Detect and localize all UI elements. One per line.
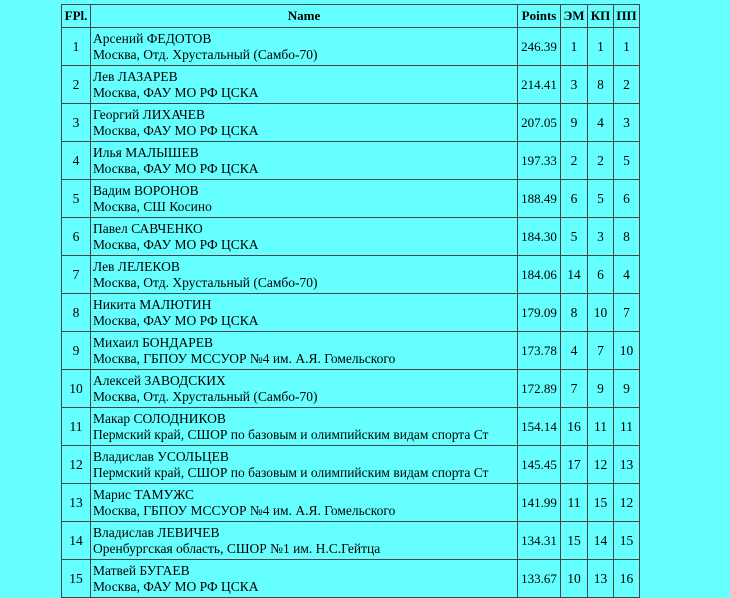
points-cell: 184.30: [518, 218, 561, 256]
skater-name: Павел САВЧЕНКО: [93, 220, 203, 236]
points-cell: 184.06: [518, 256, 561, 294]
place-cell: 9: [62, 332, 91, 370]
header-em: ЭМ: [561, 5, 588, 28]
place-cell: 5: [62, 180, 91, 218]
skater-name: Никита МАЛЮТИН: [93, 296, 212, 312]
kp-cell: 7: [588, 332, 614, 370]
table-row: [62, 446, 640, 484]
skater-cell: [91, 66, 518, 104]
skater-name: Марис ТАМУЖС: [93, 486, 194, 502]
points-cell: 134.31: [518, 522, 561, 560]
place-cell: 2: [62, 66, 91, 104]
em-cell: 1: [561, 28, 588, 66]
skater-cell: [91, 104, 518, 142]
pp-cell: 11: [614, 408, 640, 446]
pp-cell: 5: [614, 142, 640, 180]
points-cell: 141.99: [518, 484, 561, 522]
table-row: [62, 142, 640, 180]
em-cell: 15: [561, 522, 588, 560]
pp-cell: 3: [614, 104, 640, 142]
table-row: [62, 28, 640, 66]
header-name: Name: [91, 5, 518, 28]
skater-club: Москва, ФАУ МО РФ ЦСКА: [93, 312, 259, 328]
points-cell: 154.14: [518, 408, 561, 446]
em-cell: 5: [561, 218, 588, 256]
place-cell: 3: [62, 104, 91, 142]
table-row: [62, 294, 640, 332]
kp-cell: 5: [588, 180, 614, 218]
skater-cell: [91, 256, 518, 294]
skater-cell: [91, 446, 518, 484]
points-cell: 145.45: [518, 446, 561, 484]
skater-club: Москва, ФАУ МО РФ ЦСКА: [93, 160, 259, 176]
header-row: [62, 5, 640, 28]
points-cell: 214.41: [518, 66, 561, 104]
skater-name: Владислав ЛЕВИЧЕВ: [93, 524, 220, 540]
place-cell: 14: [62, 522, 91, 560]
em-cell: 7: [561, 370, 588, 408]
header-pp: ПП: [614, 5, 640, 28]
table-row: [62, 370, 640, 408]
skater-cell: [91, 28, 518, 66]
points-cell: 172.89: [518, 370, 561, 408]
pp-cell: 9: [614, 370, 640, 408]
skater-name: Илья МАЛЫШЕВ: [93, 144, 199, 160]
skater-name: Владислав УСОЛЬЦЕВ: [93, 448, 229, 464]
kp-cell: 6: [588, 256, 614, 294]
kp-cell: 1: [588, 28, 614, 66]
kp-cell: 13: [588, 560, 614, 598]
place-cell: 10: [62, 370, 91, 408]
em-cell: 4: [561, 332, 588, 370]
skater-name: Макар СОЛОДНИКОВ: [93, 410, 226, 426]
skater-cell: [91, 294, 518, 332]
place-cell: 6: [62, 218, 91, 256]
place-cell: 1: [62, 28, 91, 66]
em-cell: 6: [561, 180, 588, 218]
pp-cell: 1: [614, 28, 640, 66]
em-cell: 3: [561, 66, 588, 104]
skater-club: Москва, Отд. Хрустальный (Самбо-70): [93, 46, 318, 62]
table-row: [62, 484, 640, 522]
em-cell: 14: [561, 256, 588, 294]
pp-cell: 15: [614, 522, 640, 560]
skater-club: Москва, ФАУ МО РФ ЦСКА: [93, 236, 259, 252]
skater-club: Москва, ФАУ МО РФ ЦСКА: [93, 578, 259, 594]
pp-cell: 2: [614, 66, 640, 104]
pp-cell: 10: [614, 332, 640, 370]
table-row: [62, 180, 640, 218]
skater-name: Михаил БОНДАРЕВ: [93, 334, 214, 350]
em-cell: 2: [561, 142, 588, 180]
points-cell: 207.05: [518, 104, 561, 142]
kp-cell: 14: [588, 522, 614, 560]
em-cell: 10: [561, 560, 588, 598]
pp-cell: 8: [614, 218, 640, 256]
kp-cell: 3: [588, 218, 614, 256]
skater-club: Москва, Отд. Хрустальный (Самбо-70): [93, 274, 318, 290]
em-cell: 8: [561, 294, 588, 332]
skater-club: Москва, ФАУ МО РФ ЦСКА: [93, 84, 259, 100]
pp-cell: 4: [614, 256, 640, 294]
points-cell: 188.49: [518, 180, 561, 218]
place-cell: 15: [62, 560, 91, 598]
skater-club: Пермский край, СШОР по базовым и олимпийским видам спорта Ст: [93, 426, 489, 442]
skater-cell: [91, 522, 518, 560]
skater-name: Арсений ФЕДОТОВ: [93, 30, 212, 46]
kp-cell: 9: [588, 370, 614, 408]
skater-club: Москва, СШ Косино: [93, 198, 212, 214]
table-row: [62, 332, 640, 370]
place-cell: 11: [62, 408, 91, 446]
place-cell: 4: [62, 142, 91, 180]
kp-cell: 4: [588, 104, 614, 142]
points-cell: 173.78: [518, 332, 561, 370]
em-cell: 9: [561, 104, 588, 142]
skater-cell: [91, 484, 518, 522]
skater-club: Москва, ГБПОУ МССУОР №4 им. А.Я. Гомельского: [93, 502, 396, 518]
table-row: [62, 408, 640, 446]
table-row: [62, 560, 640, 598]
skater-name: Георгий ЛИХАЧЕВ: [93, 106, 206, 122]
em-cell: 17: [561, 446, 588, 484]
kp-cell: 2: [588, 142, 614, 180]
pp-cell: 16: [614, 560, 640, 598]
skater-name: Лев ЛЕЛЕКОВ: [93, 258, 180, 274]
skater-club: Москва, ГБПОУ МССУОР №4 им. А.Я. Гомельского: [93, 350, 396, 366]
table-row: [62, 256, 640, 294]
pp-cell: 12: [614, 484, 640, 522]
kp-cell: 11: [588, 408, 614, 446]
table-row: [62, 66, 640, 104]
points-cell: 246.39: [518, 28, 561, 66]
place-cell: 8: [62, 294, 91, 332]
skater-cell: [91, 370, 518, 408]
skater-club: Пермский край, СШОР по базовым и олимпийским видам спорта Ст: [93, 464, 489, 480]
place-cell: 7: [62, 256, 91, 294]
skater-name: Матвей БУГАЕВ: [93, 562, 190, 578]
skater-cell: [91, 408, 518, 446]
table-row: [62, 522, 640, 560]
kp-cell: 8: [588, 66, 614, 104]
em-cell: 11: [561, 484, 588, 522]
skater-cell: [91, 218, 518, 256]
results-table: [61, 4, 640, 598]
place-cell: 12: [62, 446, 91, 484]
kp-cell: 15: [588, 484, 614, 522]
em-cell: 16: [561, 408, 588, 446]
header-points: Points: [518, 5, 561, 28]
skater-cell: [91, 560, 518, 598]
pp-cell: 7: [614, 294, 640, 332]
skater-name: Лев ЛАЗАРЕВ: [93, 68, 178, 84]
skater-name: Алексей ЗАВОДСКИХ: [93, 372, 226, 388]
skater-cell: [91, 180, 518, 218]
pp-cell: 6: [614, 180, 640, 218]
points-cell: 197.33: [518, 142, 561, 180]
skater-club: Москва, Отд. Хрустальный (Самбо-70): [93, 388, 318, 404]
skater-cell: [91, 142, 518, 180]
skater-club: Оренбургская область, СШОР №1 им. Н.С.Гейтца: [93, 540, 381, 556]
skater-cell: [91, 332, 518, 370]
header-kp: КП: [588, 5, 614, 28]
points-cell: 179.09: [518, 294, 561, 332]
table-row: [62, 218, 640, 256]
points-cell: 133.67: [518, 560, 561, 598]
header-place: FPl.: [62, 5, 91, 28]
kp-cell: 10: [588, 294, 614, 332]
pp-cell: 13: [614, 446, 640, 484]
skater-club: Москва, ФАУ МО РФ ЦСКА: [93, 122, 259, 138]
table-row: [62, 104, 640, 142]
place-cell: 13: [62, 484, 91, 522]
kp-cell: 12: [588, 446, 614, 484]
skater-name: Вадим ВОРОНОВ: [93, 182, 199, 198]
